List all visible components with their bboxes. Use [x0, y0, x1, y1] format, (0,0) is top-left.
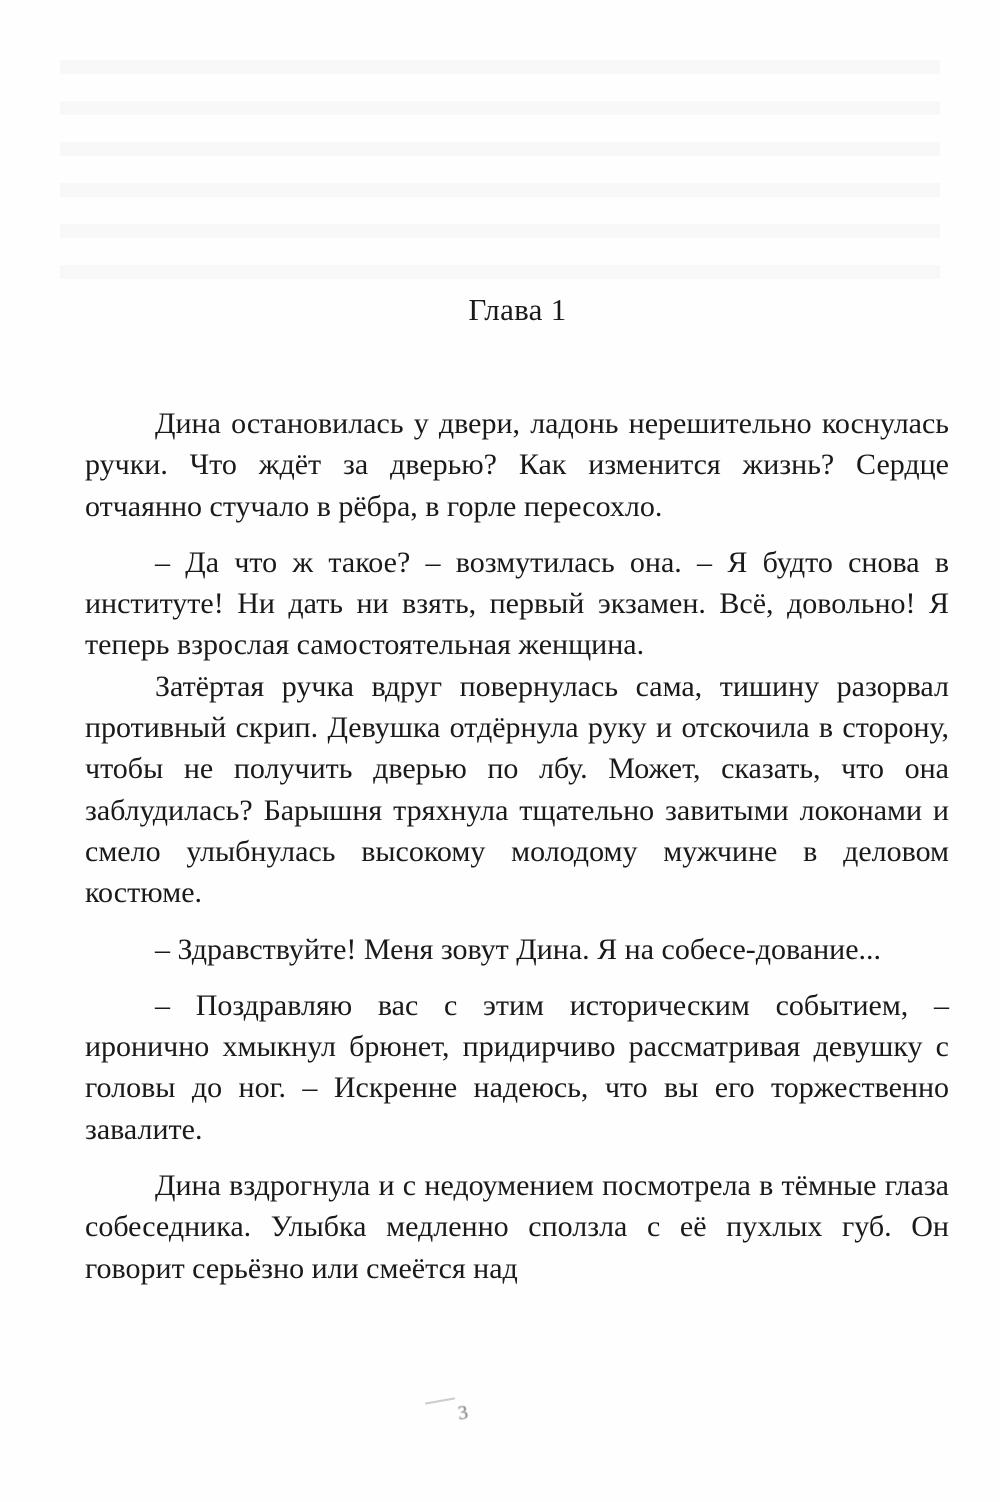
page-number: 3 [456, 1401, 470, 1425]
chapter-title: Глава 1 [468, 292, 567, 327]
paragraph-1: Дина остановилась у двери, ладонь нерешительно коснулась ручки. Что ждёт за дверью? Как изменится жизнь? Сердце отчаянно стучало в рёбра, в горле пересохло. [85, 407, 949, 523]
paragraph-4: – Здравствуйте! Меня зовут Дина. Я на собесе-дование... [155, 932, 882, 966]
paragraph-6: Дина вздрогнула и с недоумением посмотрела в тёмные глаза собеседника. Улыбка медленно сползла с её пухлых губ. Он говорит серьёзно или смеётся над [85, 1169, 949, 1285]
bleed-through-texture [60, 60, 940, 300]
paragraph-2: – Да что ж такое? – возмутилась она. – Я будто снова в институте! Ни дать ни взять, первый экзамен. Всё, довольно! Я теперь взрослая самостоятельная женщина. [85, 545, 949, 662]
chapter-text [85, 403, 949, 1289]
paragraph-5: – Поздравляю вас с этим историческим событием, – иронично хмыкнул брюнет, придирчиво рассматривая девушку с головы до ног. – Искренне надеюсь, что вы его торжественно завалите. [85, 988, 949, 1146]
paragraph-3: Затёртая ручка вдруг повернулась сама, тишину разорвал противный скрип. Девушка отдёрнула руку и отскочила в сторону, чтобы не получить дверью по лбу. Может, сказать, что она заблудилась? Барышня тряхнула тщательно завитыми локонами и смело улыбнулась высокому молодому мужчине в деловом костюме. [85, 669, 949, 910]
